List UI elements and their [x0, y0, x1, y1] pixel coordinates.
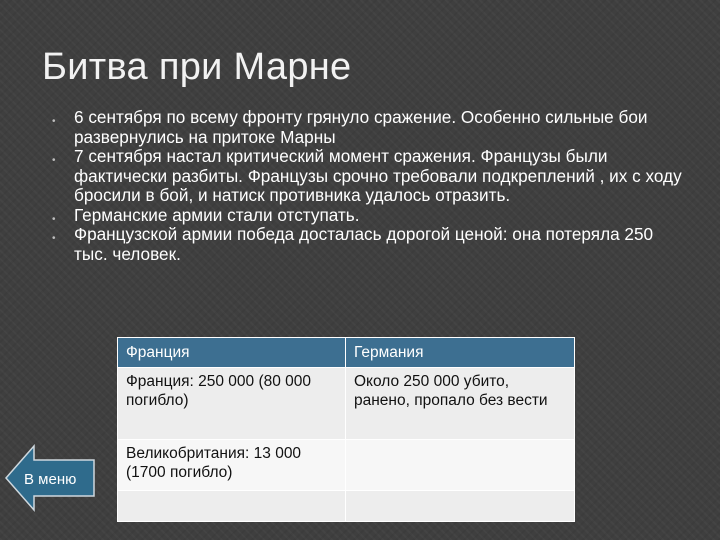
- table-cell: [118, 491, 346, 522]
- bullet-dot-icon: •: [52, 233, 56, 244]
- menu-button-label: В меню: [24, 471, 77, 488]
- table-cell: Франция: 250 000 (80 000 погибло): [118, 368, 346, 440]
- bullet-item: [52, 225, 682, 264]
- bullet-dot-icon: •: [52, 116, 56, 127]
- header-germany: Германия: [346, 338, 575, 368]
- table-cell: [346, 440, 575, 491]
- table-cell: Великобритания: 13 000 (1700 погибло): [118, 440, 346, 491]
- header-france: Франция: [118, 338, 346, 368]
- back-to-menu-button[interactable]: [4, 444, 96, 512]
- table-header-row: [118, 338, 575, 368]
- bullet-dot-icon: •: [52, 213, 56, 225]
- bullet-item: [52, 206, 682, 226]
- table-cell: Около 250 000 убито, ранено, пропало без вести: [346, 368, 575, 440]
- table-row: [118, 440, 575, 491]
- bullet-text: 6 сентября по всему фронту грянуло сражение. Особенно сильные бои развернулись на притоке Марны: [74, 107, 648, 147]
- bullet-text: Французской армии победа досталась дорогой ценой: она потеряла 250 тыс. человек.: [74, 224, 654, 264]
- losses-table: [117, 337, 575, 522]
- bullet-item: [52, 147, 682, 206]
- slide-title: Битва при Марне: [42, 46, 352, 88]
- bullet-list: [52, 108, 682, 264]
- bullet-item: [52, 108, 682, 147]
- bullet-text: Германские армии стали отступать.: [74, 204, 360, 225]
- table-row: [118, 491, 575, 522]
- bullet-text: 7 сентября настал критический момент сражения. Французы были фактически разбиты. Французы срочно требовали подкреплений , их с ходу бросили в бой, и натиск противника удалось отразить.: [74, 146, 682, 205]
- table-row: [118, 368, 575, 440]
- bullet-dot-icon: •: [52, 155, 56, 166]
- table-cell: [346, 491, 575, 522]
